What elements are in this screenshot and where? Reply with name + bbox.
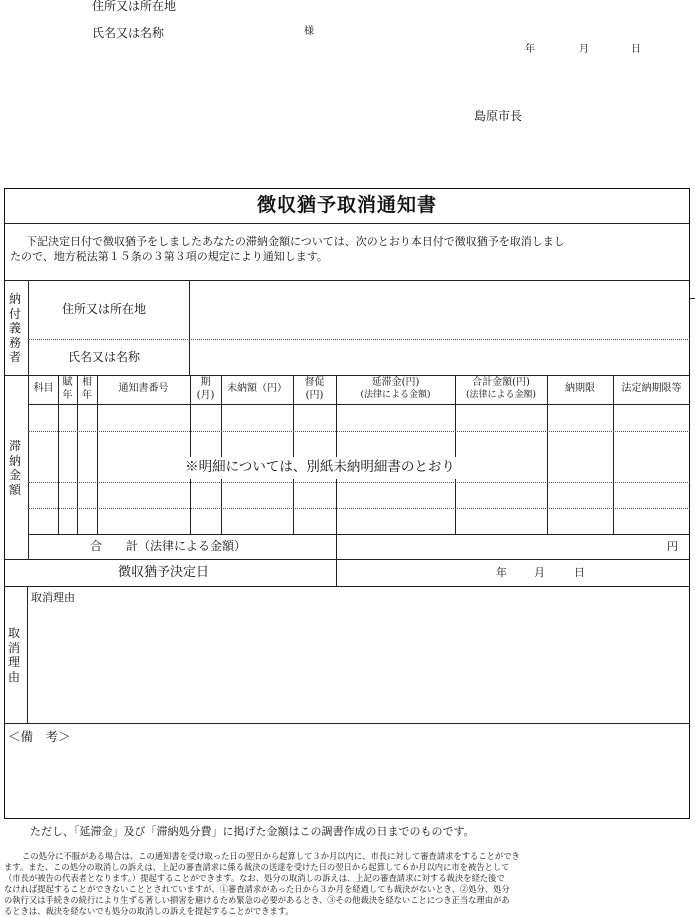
taxpayer-top-line: [4, 280, 690, 281]
arrears-top-line: [4, 375, 690, 376]
details-note: ※明細については、別紙未納明細書のとおり: [185, 459, 455, 475]
col-statutory-due: 法定納期限等: [621, 383, 682, 394]
col-fiscal-1: 相: [82, 377, 92, 388]
col-dunning-2: (円): [305, 390, 324, 401]
col-unpaid: 未納額（円）: [227, 383, 287, 394]
col-year-1: 賦: [62, 377, 73, 388]
taxpayer-section-label: 納付義務者: [8, 292, 21, 364]
sum-yen: 円: [667, 540, 678, 553]
honorific: 様: [304, 26, 314, 37]
appeal-line: ます。また、この処分の取消しの訴えは、上記の審査請求に係る裁決の送達を受けた日の翌日から起算して６か月以内に市を被告として: [4, 862, 510, 872]
edge-tick: [690, 298, 695, 299]
sum-label: 合 計（法律による金額）: [90, 539, 247, 553]
reason-column-line: [27, 586, 28, 723]
table-row: [28, 508, 690, 509]
intro-line-1: 下記決定日付で徴収猶予をしましたあなたの滞納金額については、次のとおり本日付で徴収猶予を取消しまし: [26, 235, 565, 248]
decision-bottom-line: [4, 586, 690, 587]
taxpayer-name-label: 氏名又は名称: [68, 350, 141, 364]
table-bottom-line: [28, 534, 690, 535]
taxpayer-mid-line: [28, 339, 690, 340]
col-total-2: (法律による金額): [465, 390, 537, 400]
table-row: [28, 482, 690, 483]
form-frame: [4, 188, 690, 819]
table-row: [28, 431, 690, 432]
taxpayer-divider: [189, 280, 190, 375]
appeal-line: の執行又は手続きの続行により生ずる著しい損害を避けるため緊急の必要があるとき、③その他裁決を経ないことにつき正当な理由があ: [4, 895, 510, 905]
col-year-2: 年: [62, 390, 73, 401]
appeal-line: るときは、裁決を経ないでも処分の取消しの訴えを提起することができます。: [4, 906, 294, 916]
cancellation-field-label: 取消理由: [31, 591, 75, 604]
appeal-line: この処分に不服がある場合は、この通知書を受け取った日の翌日から起算して３か月以内に、市長に対して審査請求をすることができ: [22, 851, 520, 861]
decision-month: 月: [534, 566, 545, 579]
sum-bottom-line: [4, 559, 690, 560]
col-total-1: 合計金額(円): [472, 377, 530, 388]
col-delinquency-2: (法律による金額): [360, 390, 431, 400]
remarks-label: ＜備 考＞: [8, 729, 71, 744]
header-date-month: 月: [579, 44, 589, 55]
col-notice-no: 通知書番号: [118, 383, 169, 394]
intro-line-2: たので、地方税法第１５条の３第３項の規定により通知します。: [10, 250, 328, 263]
header-row-line: [28, 404, 690, 405]
col-delinquency-1: 延滞金(円): [371, 377, 420, 388]
proviso-text: ただし、「延滞金」及び「滞納処分費」に掲げた金額はこの調書作成の日までのものです。: [30, 825, 475, 838]
header-date-day: 日: [631, 44, 641, 55]
header-name-label: 氏名又は名称: [92, 26, 165, 40]
issuer: 島原市長: [474, 109, 523, 123]
col-due: 納期限: [565, 383, 595, 394]
decision-label: 徴収猶予決定日: [118, 565, 210, 580]
col-dunning-1: 督促: [304, 377, 325, 388]
cancellation-section-label: 取消理由: [7, 626, 20, 684]
document-title: 徴収猶予取消通知書: [256, 194, 437, 216]
col-fiscal-2: 年: [82, 390, 92, 401]
reason-bottom-line: [4, 723, 690, 724]
col-period-1: 期: [200, 377, 211, 388]
taxpayer-address-label: 住所又は所在地: [62, 302, 147, 316]
arrears-section-label: 滞納金額: [8, 439, 21, 497]
header-date-year: 年: [525, 44, 535, 55]
decision-day: 日: [574, 566, 585, 579]
label-column-line: [28, 280, 29, 559]
appeal-line: （市長が被告の代表者となります。）提起することができます。なお、処分の取消しの訴えは、上記の審査請求に対する裁決を経た後で: [4, 873, 505, 883]
col-item: 科目: [33, 383, 54, 394]
header-address-label: 住所又は所在地: [92, 0, 177, 13]
col-period-2: (月): [196, 390, 215, 401]
title-divider: [4, 223, 690, 224]
appeal-line: なければ提起することができないこととされていますが、①審査請求があった日から３か月を経過しても裁決がないとき、②処分、処分: [4, 884, 510, 894]
decision-year: 年: [496, 566, 507, 579]
